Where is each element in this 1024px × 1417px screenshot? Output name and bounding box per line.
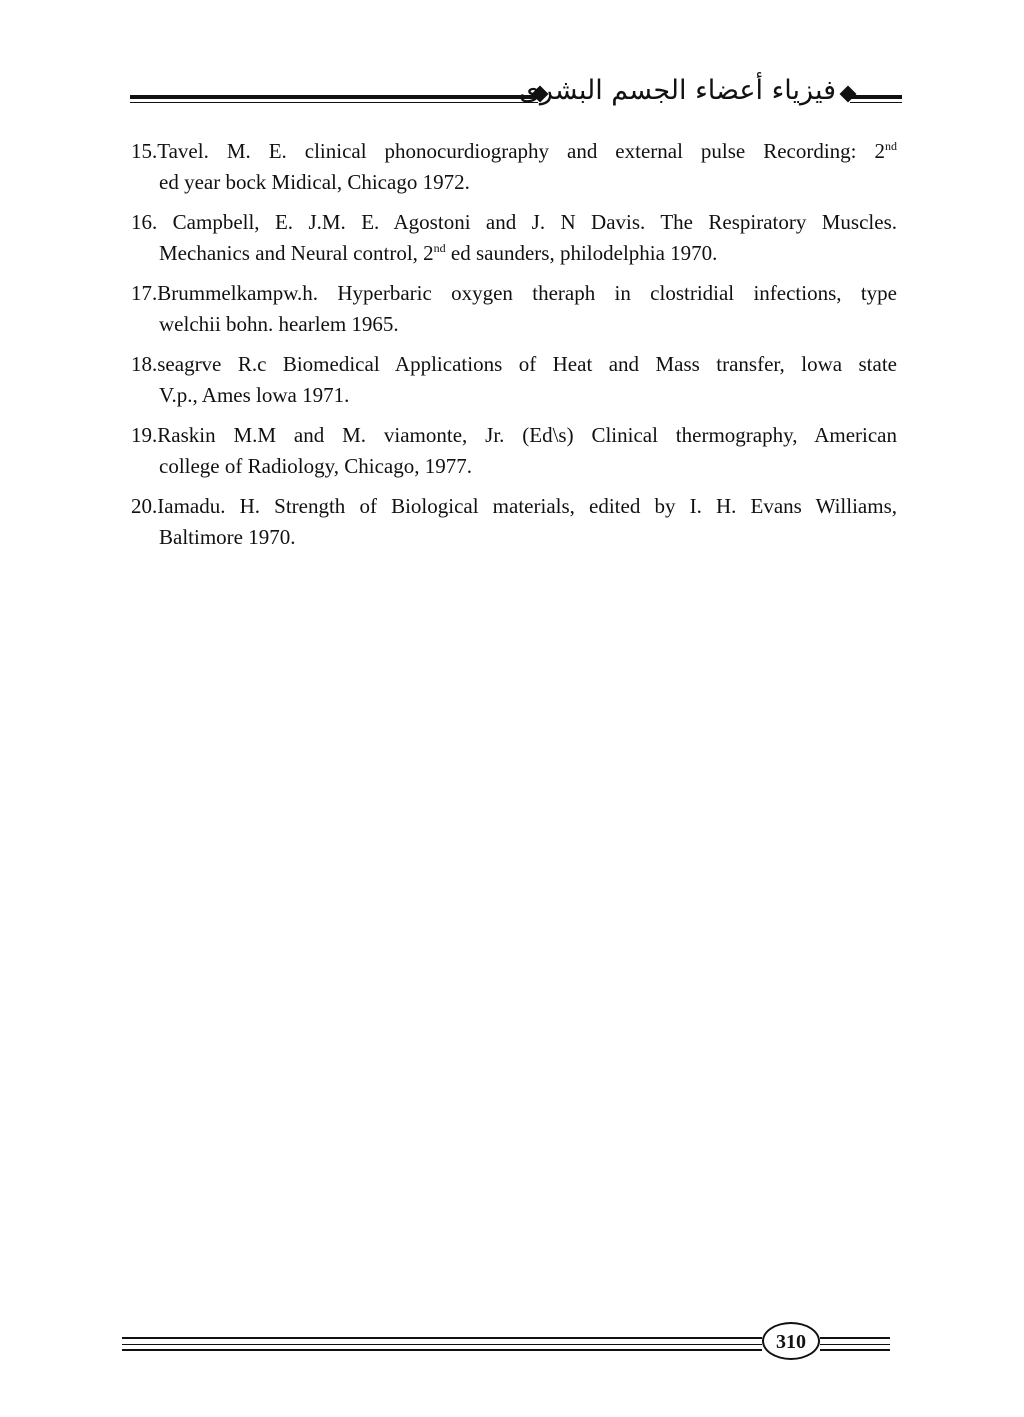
footer-rule	[122, 1349, 762, 1351]
reference-item	[131, 278, 897, 340]
header-rule-right	[850, 95, 902, 99]
footer-rule	[820, 1349, 890, 1351]
reference-text: Mechanics and Neural control, 2	[159, 241, 434, 265]
reference-line: 18.seagrve R.c Biomedical Applications of Heat and Mass transfer, lowa state	[131, 352, 897, 376]
reference-item	[131, 420, 897, 482]
footer-rule	[122, 1337, 762, 1339]
reference-line: V.p., Ames lowa 1971.	[159, 383, 350, 407]
running-header-title: فيزياء أعضاء الجسم البشرى	[518, 75, 836, 106]
footer-rule	[820, 1344, 890, 1345]
footer-rule	[820, 1337, 890, 1339]
reference-line: 16. Campbell, E. J.M. E. Agostoni and J. N Davis. The Respiratory Muscles.	[131, 210, 897, 234]
reference-line: 17.Brummelkampw.h. Hyperbaric oxygen theraph in clostridial infections, type	[131, 281, 897, 305]
reference-line: ed year bock Midical, Chicago 1972.	[159, 170, 470, 194]
reference-text: ed saunders, philodelphia 1970.	[445, 241, 718, 265]
reference-line: welchii bohn. hearlem 1965.	[159, 312, 399, 336]
reference-item	[131, 491, 897, 553]
reference-line: 20.Iamadu. H. Strength of Biological materials, edited by I. H. Evans Williams,	[131, 494, 897, 518]
page-footer	[122, 1322, 890, 1362]
reference-line: college of Radiology, Chicago, 1977.	[159, 454, 472, 478]
reference-list	[131, 136, 897, 562]
reference-item	[131, 349, 897, 411]
reference-text: 15.Tavel. M. E. clinical phonocurdiography and external pulse Recording: 2	[131, 139, 885, 163]
running-header	[130, 75, 902, 110]
superscript: nd	[885, 139, 897, 153]
reference-line: 19.Raskin M.M and M. viamonte, Jr. (Ed\s) Clinical thermography, American	[131, 423, 897, 447]
diamond-ornament-icon	[840, 86, 857, 103]
reference-line	[131, 238, 897, 269]
reference-line: Baltimore 1970.	[159, 525, 296, 549]
reference-item	[131, 207, 897, 269]
footer-rule	[122, 1344, 762, 1345]
reference-line	[131, 136, 897, 167]
superscript: nd	[433, 241, 446, 255]
header-rule-left	[130, 95, 538, 99]
reference-item	[131, 136, 897, 198]
page-number: 310	[762, 1322, 820, 1360]
